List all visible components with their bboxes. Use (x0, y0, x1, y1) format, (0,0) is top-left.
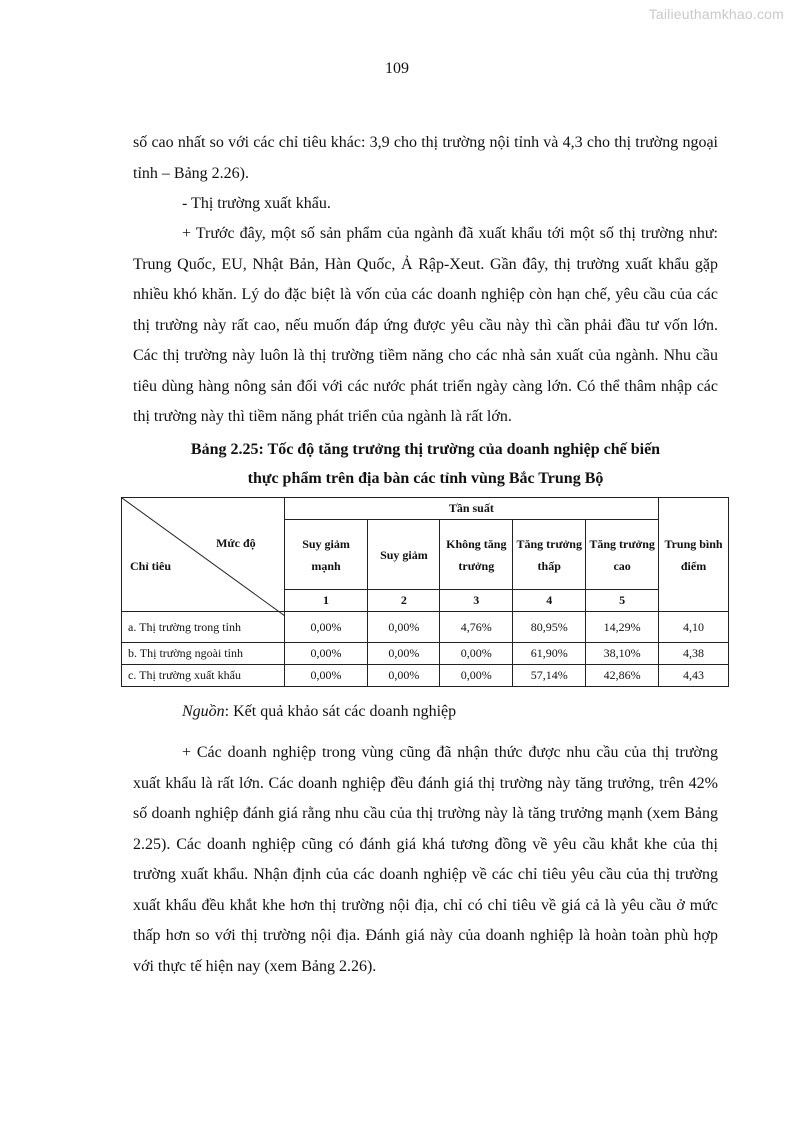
average-cell: 4,43 (659, 665, 729, 687)
table-source (182, 703, 456, 721)
table-row (122, 643, 729, 665)
table-cell: 0,00% (284, 643, 368, 665)
source-label: Nguồn (182, 703, 225, 720)
corner-label-indicator: Chỉ tiêu (130, 559, 172, 573)
table-cell: 0,00% (284, 612, 368, 643)
table-caption-line-2: thực phẩm trên địa bàn các tỉnh vùng Bắc Trung Bộ (247, 470, 604, 487)
table-cell: 80,95% (513, 612, 586, 643)
column-header: Suy giảm mạnh (284, 520, 368, 590)
table-caption-line-1: Bảng 2.25: Tốc độ tăng trưởng thị trường của doanh nghiệp chế biến (190, 441, 661, 458)
corner-header-cell (122, 498, 285, 612)
growth-table (121, 497, 729, 687)
column-header: Không tăng trưởng (440, 520, 513, 590)
source-text: : Kết quả khảo sát các doanh nghiệp (224, 703, 457, 720)
column-number: 4 (513, 590, 586, 612)
frequency-group-header: Tần suất (284, 498, 658, 520)
table-cell: 42,86% (586, 665, 659, 687)
corner-label-level: Mức độ (216, 536, 256, 550)
table-cell: 38,10% (586, 643, 659, 665)
table-cell: 0,00% (368, 643, 440, 665)
table-cell: 0,00% (368, 665, 440, 687)
page-number: 109 (385, 60, 409, 77)
row-label: a. Thị trường trong tỉnh (122, 612, 285, 643)
corner-diagonal (122, 498, 285, 616)
table-cell: 0,00% (284, 665, 368, 687)
table-cell: 61,90% (513, 643, 586, 665)
row-label: c. Thị trường xuất khẩu (122, 665, 285, 687)
column-number: 2 (368, 590, 440, 612)
table-header-row-1 (122, 498, 729, 520)
watermark: Tailieuthamkhao.com (648, 6, 784, 22)
table-cell: 0,00% (368, 612, 440, 643)
table-row (122, 665, 729, 687)
paragraph-4: + Các doanh nghiệp trong vùng cũng đã nhận thức được nhu cầu của thị trường xuất khẩu là rất lớn. Các doanh nghiệp đều đánh giá thị trường này tăng trưởng, trên 42% số doanh nghiệp đánh giá rằng nhu cầu của thị trường này là tăng trưởng mạnh (xem Bảng 2.25). Các doanh nghiệp cũng có đánh giá khá tương đồng về yêu cầu khắt khe của thị trường xuất khẩu. Nhận định của các doanh nghiệp về các chỉ tiêu yêu cầu của thị trường xuất khẩu đều khắt khe hơn thị trường nội địa, chỉ có chỉ tiêu về giá cả là yêu cầu ở mức thấp hơn so với thị trường nội địa. Đánh giá này của doanh nghiệp là hoàn toàn phù hợp với thực tế hiện nay (xem Bảng 2.26). (133, 744, 718, 975)
column-number: 1 (284, 590, 368, 612)
column-header: Tăng trưởng cao (586, 520, 659, 590)
paragraph-1: số cao nhất so với các chỉ tiêu khác: 3,9 cho thị trường nội tỉnh và 4,3 cho thị trường ngoại tỉnh – Bảng 2.26). (133, 134, 718, 182)
average-cell: 4,10 (659, 612, 729, 643)
table-cell: 0,00% (440, 665, 513, 687)
table-row (122, 612, 729, 643)
table-cell: 57,14% (513, 665, 586, 687)
average-score-header: Trung bình điểm (659, 498, 729, 612)
row-label: b. Thị trường ngoài tỉnh (122, 643, 285, 665)
average-cell: 4,38 (659, 643, 729, 665)
column-number: 3 (440, 590, 513, 612)
column-header: Tăng trưởng thấp (513, 520, 586, 590)
table-cell: 4,76% (440, 612, 513, 643)
table-cell: 0,00% (440, 643, 513, 665)
paragraph-3: + Trước đây, một số sản phẩm của ngành đã xuất khẩu tới một số thị trường như: Trung Quốc, EU, Nhật Bản, Hàn Quốc, Ả Rập-Xeut. Gần đây, thị trường xuất khẩu gặp nhiều khó khăn. Lý do đặc biệt là vốn của các doanh nghiệp còn hạn chế, yêu cầu của các thị trường này rất cao, nếu muốn đáp ứng được yêu cầu này thì cần phải đầu tư vốn lớn. Các thị trường này luôn là thị trường tiềm năng cho các nhà sản xuất của ngành. Nhu cầu tiêu dùng hàng nông sản đối với các nước phát triển ngày càng lớn. Có thể thâm nhập các thị trường này thì tiềm năng phát triển của ngành là rất lớn. (133, 225, 718, 425)
paragraph-2: - Thị trường xuất khẩu. (182, 195, 331, 212)
table-cell: 14,29% (586, 612, 659, 643)
column-header: Suy giảm (368, 520, 440, 590)
column-number: 5 (586, 590, 659, 612)
